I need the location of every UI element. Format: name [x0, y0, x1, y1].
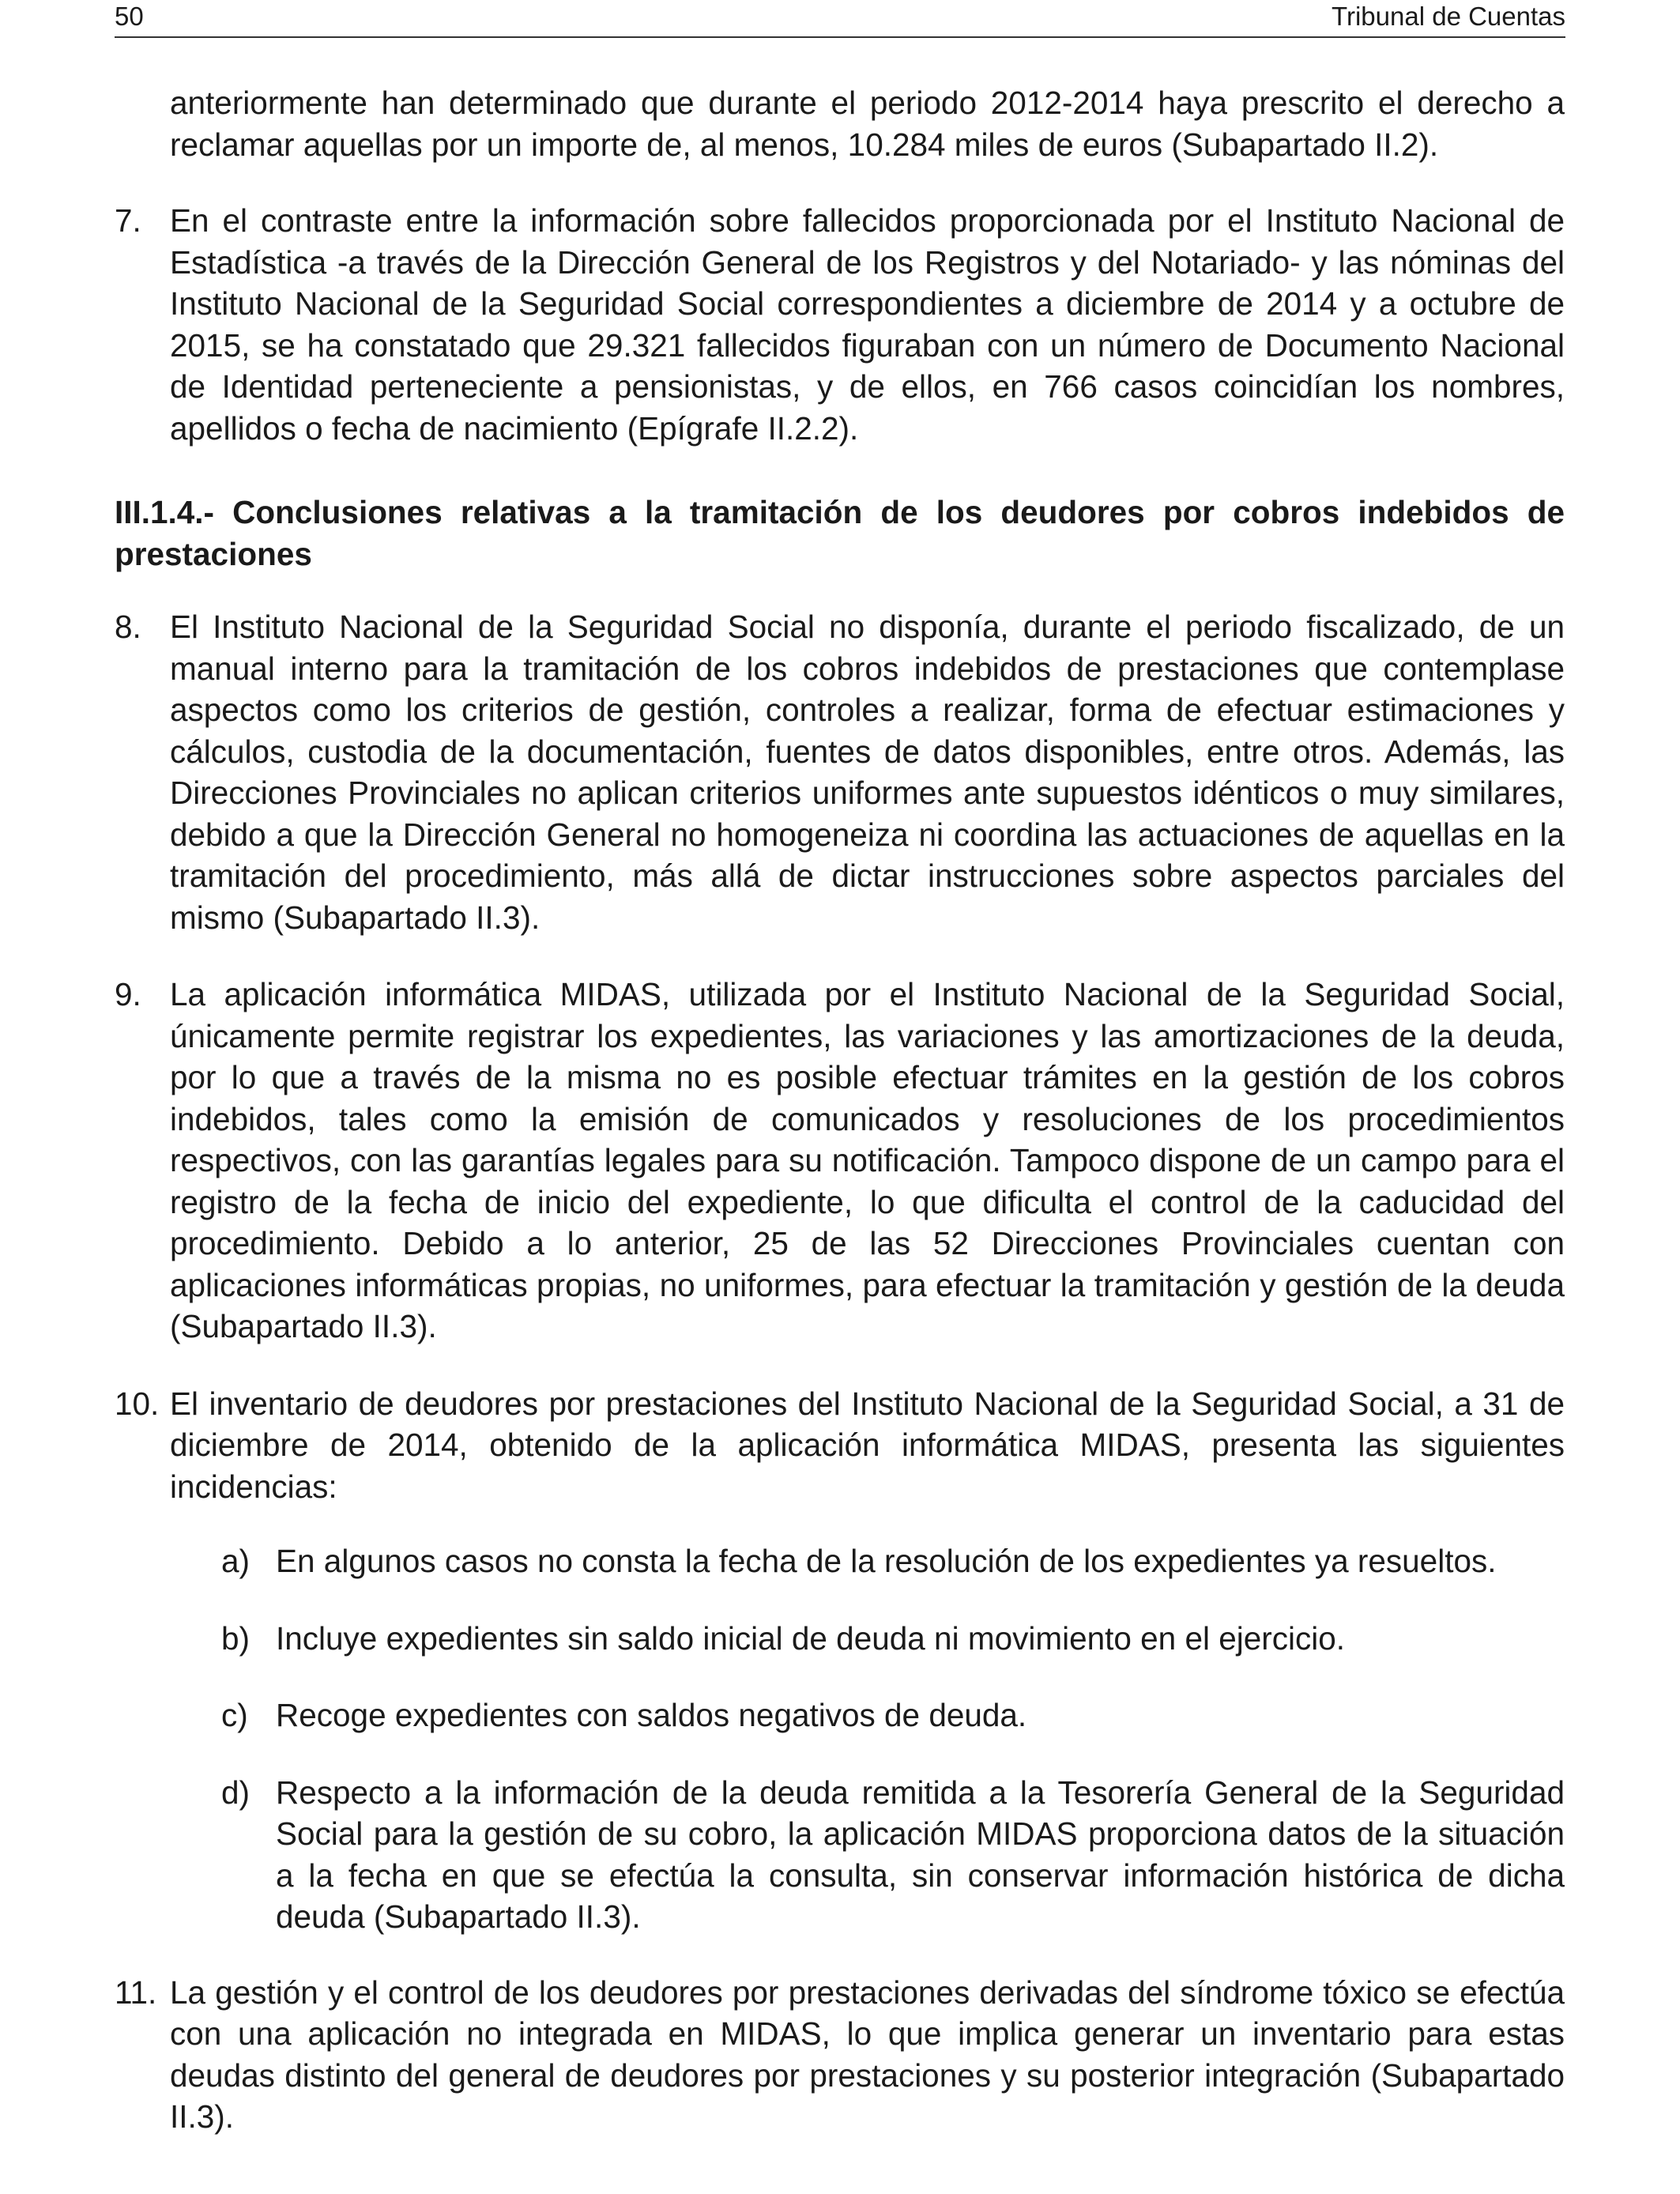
paragraph-number: 7.	[115, 202, 141, 239]
section-heading: III.1.4.- Conclusiones relativas a la tramitación de los deudores por cobros indebidos de prestaciones	[115, 494, 1565, 572]
list-item-b	[115, 1618, 1565, 1660]
list-item-text: Recoge expedientes con saldos negativos de deuda.	[276, 1697, 1027, 1733]
paragraph-text: La aplicación informática MIDAS, utilizada por el Instituto Nacional de la Seguridad Social, únicamente permite registrar los expedientes, las variaciones y las amortizaciones de la deuda, por lo que a través de la misma no es posible efectuar trámites en la gestión de los cobros indebidos, tales como la emisión de comunicados y resoluciones de los procedimientos respectivos, con las garantías legales para su notificación. Tampoco dispone de un campo para el registro de la fecha de inicio del expediente, lo que dificulta el control de la caducidad del procedimiento. Debido a lo anterior, 25 de las 52 Direcciones Provinciales cuentan con aplicaciones informáticas propias, no uniformes, para efectuar la tramitación y gestión de la deuda (Subapartado II.3).	[170, 976, 1565, 1344]
list-item-letter: d)	[221, 1774, 250, 1811]
list-item-letter: c)	[221, 1697, 248, 1733]
paragraph-number: 8.	[115, 609, 141, 645]
paragraph-text: La gestión y el control de los deudores por prestaciones derivadas del síndrome tóxico se efectúa con una aplicación no integrada en MIDAS, lo que implica generar un inventario para estas deudas distinto del general de deudores por prestaciones y su posterior integración (Subapartado II.3).	[170, 1973, 1565, 2135]
list-item-text: En algunos casos no consta la fecha de la resolución de los expedientes ya resueltos.	[276, 1543, 1497, 1579]
paragraph-8	[115, 606, 1565, 938]
paragraph-number: 10.	[115, 1385, 160, 1422]
list-item-letter: b)	[221, 1619, 250, 1657]
list-item-c	[115, 1695, 1565, 1736]
list-item-d	[115, 1772, 1565, 1938]
page-number: 50	[115, 2, 144, 31]
continuation-paragraph: anteriormente han determinado que durante el periodo 2012-2014 haya prescrito el derecho a reclamar aquellas por un importe de, al menos, 10.284 miles de euros (Subapartado II.2).	[170, 85, 1565, 163]
paragraph-text: El inventario de deudores por prestaciones del Instituto Nacional de la Seguridad Social, a 31 de diciembre de 2014, obtenido de la aplicación informática MIDAS, presenta las siguientes incidencias:	[170, 1385, 1565, 1505]
page-header	[115, 0, 1565, 38]
paragraph-7	[115, 200, 1565, 449]
paragraph-text: En el contraste entre la información sobre fallecidos proporcionada por el Instituto Nacional de Estadística -a través de la Dirección General de los Registros y del Notariado- y las nóminas del Instituto Nacional de la Seguridad Social correspondientes a diciembre de 2014 y a octubre de 2015, se ha constatado que 29.321 fallecidos figuraban con un número de Documento Nacional de Identidad perteneciente a pensionistas, y de ellos, en 766 casos coincidían los nombres, apellidos o fecha de nacimiento (Epígrafe II.2.2).	[170, 202, 1565, 447]
paragraph-number: 11.	[115, 1973, 157, 2011]
list-item-letter: a)	[221, 1543, 250, 1579]
paragraph-10	[115, 1383, 1565, 1508]
list-item-text: Incluye expedientes sin saldo inicial de deuda ni movimiento en el ejercicio.	[276, 1619, 1346, 1657]
paragraph-text: El Instituto Nacional de la Seguridad Social no disponía, durante el periodo fiscalizado, de un manual interno para la tramitación de los cobros indebidos de prestaciones que contemplase aspectos como los criterios de gestión, controles a realizar, forma de efectuar estimaciones y cálculos, custodia de la documentación, fuentes de datos disponibles, entre otros. Además, las Direcciones Provinciales no aplican criterios uniformes ante supuestos idénticos o muy similares, debido a que la Dirección General no homogeneiza ni coordina las actuaciones de aquellas en la tramitación del procedimiento, más allá de dictar instrucciones sobre aspectos parciales del mismo (Subapartado II.3).	[170, 609, 1565, 936]
paragraph-number: 9.	[115, 976, 141, 1012]
paragraph-9	[115, 974, 1565, 1348]
document-body	[115, 82, 1565, 2138]
paragraph-11	[115, 1972, 1565, 2138]
list-item-a	[115, 1540, 1565, 1582]
list-item-text: Respecto a la información de la deuda remitida a la Tesorería General de la Seguridad Social para la gestión de su cobro, la aplicación MIDAS proporciona datos de la situación a la fecha en que se efectúa la consulta, sin conservar información histórica de dicha deuda (Subapartado II.3).	[276, 1774, 1565, 1935]
header-title: Tribunal de Cuentas	[1332, 2, 1565, 31]
